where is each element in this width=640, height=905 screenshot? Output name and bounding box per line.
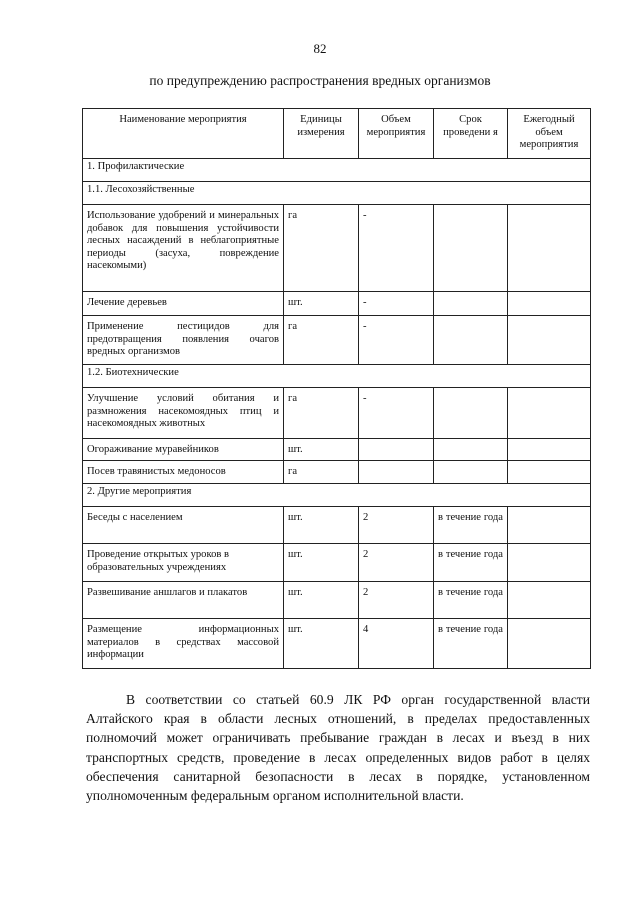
volume-cell: 2 (359, 582, 434, 619)
volume-cell (359, 461, 434, 484)
annual-volume-cell (508, 582, 591, 619)
term-cell (434, 388, 508, 439)
table-row (83, 544, 591, 582)
table-row (83, 507, 591, 544)
unit-cell: шт. (284, 582, 359, 619)
volume-cell: 4 (359, 619, 434, 669)
term-cell (434, 292, 508, 316)
term-cell (434, 439, 508, 461)
table-row (83, 292, 591, 316)
measure-name-cell: Размещение информационных материалов в средствах массовой информации (83, 619, 284, 669)
term-cell (434, 461, 508, 484)
unit-cell: шт. (284, 507, 359, 544)
table-row (83, 439, 591, 461)
table-row (83, 619, 591, 669)
section-row-other (83, 484, 591, 507)
body-paragraph: В соответствии со статьей 60.9 ЛК РФ орган государственной власти Алтайского края в области лесных отношений, в пределах предоставленных полномочий может ограничивать пребывание граждан в лесах и въезд в них транспортных средств, проведение в лесах определенных видов работ в целях обеспечения санитарной безопасности в лесах в порядке, установленном уполномоченным федеральным органом исполнительной власти. (86, 692, 590, 804)
volume-cell: - (359, 292, 434, 316)
volume-cell: - (359, 388, 434, 439)
term-cell (434, 316, 508, 365)
annual-volume-cell (508, 439, 591, 461)
measure-name-cell: Лечение деревьев (83, 292, 284, 316)
term-cell: в течение года (434, 619, 508, 669)
unit-cell: га (284, 461, 359, 484)
header-measure-name: Наименование мероприятия (83, 109, 284, 159)
header-volume: Объем мероприятия (359, 109, 434, 159)
unit-cell: шт. (284, 292, 359, 316)
unit-cell: шт. (284, 619, 359, 669)
measure-name-cell: Огораживание муравейников (83, 439, 284, 461)
page-number: 82 (313, 41, 327, 56)
unit-cell: га (284, 316, 359, 365)
unit-cell: га (284, 205, 359, 292)
annual-volume-cell (508, 316, 591, 365)
measure-name-cell: Посев травянистых медоносов (83, 461, 284, 484)
measure-name-cell: Беседы с населением (83, 507, 284, 544)
section-title: 1.1. Лесохозяйственные (83, 182, 591, 205)
unit-cell: га (284, 388, 359, 439)
table-row (83, 582, 591, 619)
unit-cell: шт. (284, 439, 359, 461)
measure-name-cell: Использование удобрений и минеральных добавок для повышения устойчивости лесных насаждений в неблагоприятные периоды (засуха, повреждение насекомыми) (83, 205, 284, 292)
section-title: 2. Другие мероприятия (83, 484, 591, 507)
table-row (83, 205, 591, 292)
section-row-prophylactic (83, 159, 591, 182)
measure-name-cell: Развешивание аншлагов и плакатов (83, 582, 284, 619)
measures-table (82, 108, 591, 669)
unit-cell: шт. (284, 544, 359, 582)
section-title: 1.2. Биотехнические (83, 365, 591, 388)
section-row-biotech (83, 365, 591, 388)
annual-volume-cell (508, 205, 591, 292)
section-row-forestry (83, 182, 591, 205)
volume-cell (359, 439, 434, 461)
volume-cell: 2 (359, 507, 434, 544)
section-title: 1. Профилактические (83, 159, 591, 182)
annual-volume-cell (508, 461, 591, 484)
annual-volume-cell (508, 292, 591, 316)
header-unit: Единицы измерения (284, 109, 359, 159)
annual-volume-cell (508, 507, 591, 544)
header-annual-volume: Ежегодный объем мероприятия (508, 109, 591, 159)
table-row (83, 316, 591, 365)
volume-cell: - (359, 316, 434, 365)
table-row (83, 461, 591, 484)
measure-name-cell: Проведение открытых уроков в образовательных учреждениях (83, 544, 284, 582)
measure-name-cell: Улучшение условий обитания и размножения насекомоядных птиц и насекомоядных животных (83, 388, 284, 439)
volume-cell: 2 (359, 544, 434, 582)
term-cell (434, 205, 508, 292)
measure-name-cell: Применение пестицидов для предотвращения появления очагов вредных организмов (83, 316, 284, 365)
table-header-row (83, 109, 591, 159)
term-cell: в течение года (434, 507, 508, 544)
annual-volume-cell (508, 619, 591, 669)
table-row (83, 388, 591, 439)
annual-volume-cell (508, 388, 591, 439)
term-cell: в течение года (434, 544, 508, 582)
annual-volume-cell (508, 544, 591, 582)
term-cell: в течение года (434, 582, 508, 619)
header-term: Срок проведени я (434, 109, 508, 159)
volume-cell: - (359, 205, 434, 292)
document-heading: по предупреждению распространения вредных организмов (149, 73, 491, 88)
